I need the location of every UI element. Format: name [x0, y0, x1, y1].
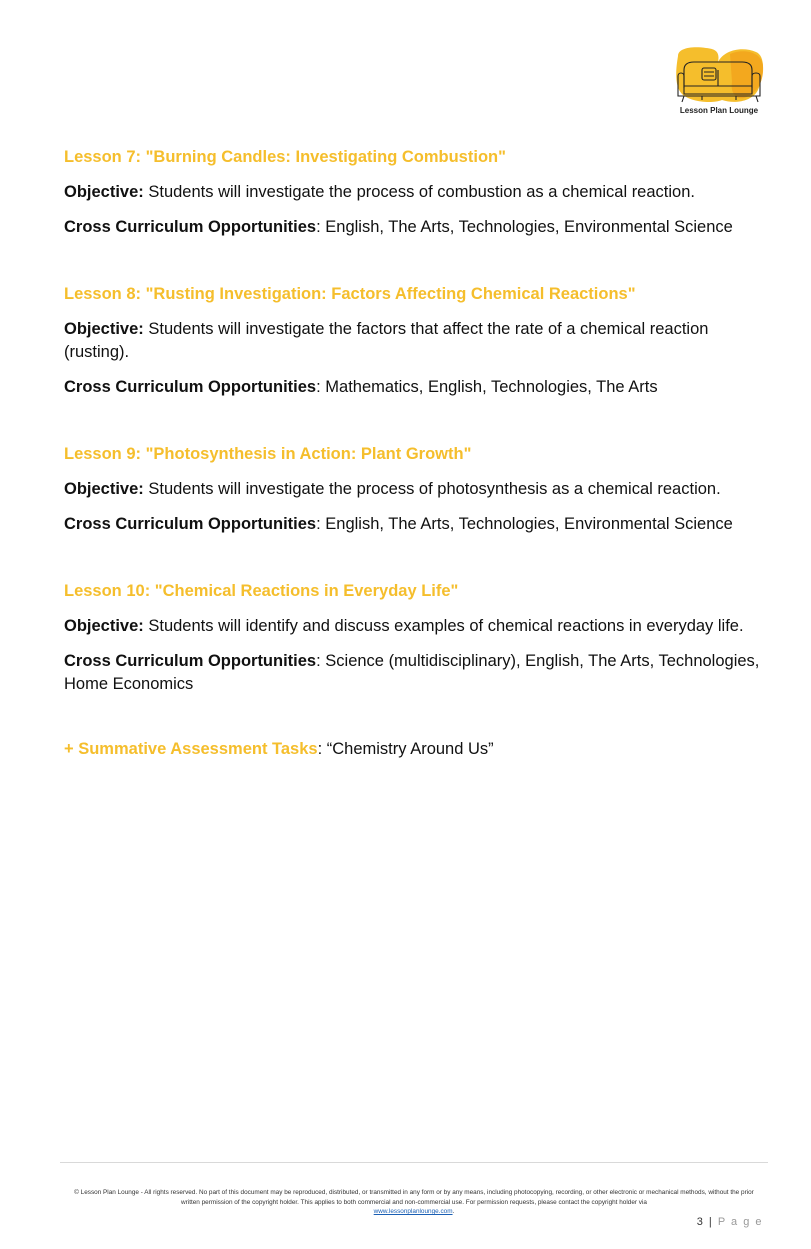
- cross-curriculum-text: : English, The Arts, Technologies, Environmental Science: [316, 515, 733, 533]
- link-suffix: .: [452, 1208, 455, 1215]
- logo-text: Lesson Plan Lounge: [679, 106, 759, 115]
- lesson-title: Lesson 9: "Photosynthesis in Action: Plant Growth": [64, 445, 472, 463]
- cross-curriculum-text: : Mathematics, English, Technologies, The Arts: [316, 378, 658, 396]
- couch-logo-icon: [672, 46, 766, 108]
- cross-curriculum-label: Cross Curriculum Opportunities: [64, 378, 317, 396]
- lesson-8: [64, 283, 764, 399]
- objective-label: Objective:: [64, 480, 144, 498]
- page-number: [697, 1216, 763, 1228]
- summative-assessment: [64, 738, 764, 760]
- footer-divider: [60, 1162, 768, 1163]
- objective: [64, 181, 764, 204]
- objective: [64, 478, 764, 501]
- cross-curriculum-label: Cross Curriculum Opportunities: [64, 652, 317, 670]
- page-label: P a g e: [717, 1216, 763, 1228]
- lesson-title: Lesson 8: "Rusting Investigation: Factors Affecting Chemical Reactions": [64, 285, 636, 303]
- summative-label: + Summative Assessment Tasks: [64, 740, 318, 758]
- cross-curriculum-label: Cross Curriculum Opportunities: [64, 515, 317, 533]
- summative-text: : “Chemistry Around Us”: [317, 740, 494, 758]
- objective-text: Students will investigate the process of combustion as a chemical reaction.: [143, 183, 695, 201]
- objective: [64, 318, 764, 364]
- objective-label: Objective:: [64, 183, 144, 201]
- objective: [64, 615, 764, 638]
- lesson-7: [64, 146, 764, 239]
- page-number-value: 3: [696, 1216, 705, 1228]
- cross-curriculum-text: : Science (multidisciplinary), English, The Arts, Technologies, Home Economics: [64, 652, 760, 693]
- logo: [672, 46, 766, 120]
- copyright-text: © Lesson Plan Lounge - All rights reserved. No part of this document may be reproduced, distributed, or transmitted in any form or by any means, including photocopying, recording, or other electronic or mechanical methods, without the prior written permission of the copyright holder. This applies to both commercial and non-commercial use. For permission requests, please contact the copyright holder via: [74, 1189, 754, 1206]
- website-link[interactable]: www.lessonplanlounge.com: [373, 1208, 453, 1215]
- page-separator: |: [704, 1216, 718, 1228]
- cross-curriculum-text: : English, The Arts, Technologies, Environmental Science: [316, 218, 733, 236]
- objective-text: Students will investigate the factors that affect the rate of a chemical reaction (rusting).: [64, 320, 709, 361]
- lesson-title: Lesson 7: "Burning Candles: Investigating Combustion": [64, 148, 506, 166]
- lesson-9: [64, 443, 764, 536]
- cross-curriculum: [64, 216, 764, 239]
- objective-label: Objective:: [64, 320, 144, 338]
- lesson-10: [64, 580, 764, 696]
- lesson-title: Lesson 10: "Chemical Reactions in Everyday Life": [64, 582, 459, 600]
- objective-text: Students will investigate the process of photosynthesis as a chemical reaction.: [143, 480, 721, 498]
- lesson-list: [64, 146, 764, 760]
- copyright-footer: [66, 1188, 762, 1217]
- cross-curriculum: [64, 376, 764, 399]
- cross-curriculum: [64, 513, 764, 536]
- cross-curriculum-label: Cross Curriculum Opportunities: [64, 218, 317, 236]
- objective-text: Students will identify and discuss examples of chemical reactions in everyday life.: [143, 617, 744, 635]
- cross-curriculum: [64, 650, 764, 696]
- objective-label: Objective:: [64, 617, 144, 635]
